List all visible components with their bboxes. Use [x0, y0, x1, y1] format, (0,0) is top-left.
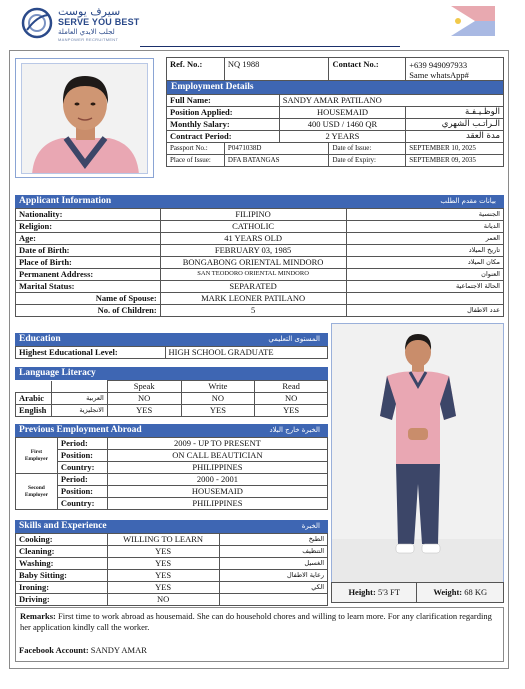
date-of-expiry-label: Date of Expiry: — [329, 155, 406, 167]
permanent-address-label: Permanent Address: — [16, 269, 161, 281]
second-period-label: Period: — [57, 474, 107, 486]
cooking-value: WILLING TO LEARN — [107, 534, 219, 546]
employment-details-header: Employment Details — [167, 81, 503, 94]
education-section — [15, 333, 328, 359]
applicant-information-table — [15, 208, 504, 317]
applicant-information-title-ar: بيانات مقدم الطلب — [440, 197, 496, 205]
first-country-value: PHILIPPINES — [107, 462, 327, 474]
date-of-birth-ar: تاريخ الميلاد — [346, 245, 504, 257]
second-period-value: 2000 - 2001 — [107, 474, 327, 486]
age-label: Age: — [16, 233, 161, 245]
first-position-value: ON CALL BEAUTICIAN — [107, 450, 327, 462]
marital-status-label: Marital Status: — [16, 281, 161, 293]
first-country-label: Country: — [57, 462, 107, 474]
marital-status-ar: الحالة الاجتماعية — [346, 281, 504, 293]
portrait-photo — [21, 63, 148, 174]
arabic-write: NO — [181, 393, 255, 405]
height-label: Height: — [348, 587, 376, 598]
second-position-value: HOUSEMAID — [107, 486, 327, 498]
weight-cell — [417, 583, 504, 603]
write-column-header: Write — [181, 381, 255, 393]
contract-period-ar: مدة العقد — [406, 131, 504, 143]
washing-ar: الغسيل — [219, 558, 328, 570]
religion-label: Religion: — [16, 221, 161, 233]
date-of-expiry-value: SEPTEMBER 09, 2035 — [406, 155, 504, 167]
washing-value: YES — [107, 558, 219, 570]
spouse-name-value: MARK LEONER PATILANO — [160, 293, 346, 305]
previous-employment-title: Previous Employment Abroad — [19, 425, 142, 435]
speak-column-header: Speak — [107, 381, 181, 393]
cooking-ar: الطبخ — [219, 534, 328, 546]
place-of-birth-ar: مكان الميلاد — [346, 257, 504, 269]
remarks-text: First time to work abroad as housemaid. She can do household chores and willing to learn more. For any clarification regarding her application kindly call the worker. — [20, 611, 492, 632]
children-count-ar: عدد الاطفال — [346, 305, 504, 317]
weight-label: Weight: — [433, 587, 463, 598]
passport-no-label: Passport No.: — [167, 143, 225, 155]
previous-employment-title-ar: الخبرة خارج البلاد — [269, 426, 320, 434]
second-employer-label: Second Employer — [16, 474, 58, 510]
monthly-salary-ar: الـراتـب الشهري — [406, 119, 504, 131]
skills-title-ar: الخبرة — [301, 522, 320, 530]
previous-employment-section — [15, 424, 328, 510]
spouse-name-ar — [346, 293, 504, 305]
applicant-information-header — [15, 195, 504, 208]
language-corner-cell-2 — [51, 381, 107, 393]
date-of-birth-label: Date of Birth: — [16, 245, 161, 257]
education-header — [15, 333, 328, 346]
second-country-value: PHILIPPINES — [107, 498, 327, 510]
baby-sitting-ar: رعاية الاطفال — [219, 570, 328, 582]
ironing-ar: الكي — [219, 582, 328, 594]
facebook-value: SANDY AMAR — [90, 645, 147, 655]
full-name-label: Full Name: — [167, 95, 280, 107]
second-position-label: Position: — [57, 486, 107, 498]
full-body-photo — [331, 323, 504, 603]
ironing-label: Ironing: — [16, 582, 108, 594]
driving-ar — [219, 594, 328, 606]
date-of-issue-value: SEPTEMBER 10, 2025 — [406, 143, 504, 155]
marital-status-value: SEPARATED — [160, 281, 346, 293]
applicant-information-title: Applicant Information — [19, 196, 112, 206]
nationality-label: Nationality: — [16, 209, 161, 221]
spouse-name-label: Name of Spouse: — [16, 293, 161, 305]
contact-no-value: +639 949097933 — [409, 60, 468, 70]
religion-ar: الديانة — [346, 221, 504, 233]
education-title: Education — [19, 334, 61, 344]
cleaning-label: Cleaning: — [16, 546, 108, 558]
previous-employment-table — [15, 437, 328, 510]
place-of-issue-value: DFA BATANGAS — [224, 155, 329, 167]
age-ar: العمر — [346, 233, 504, 245]
weight-value: 68 KG — [464, 587, 488, 598]
contract-period-value: 2 YEARS — [279, 131, 405, 143]
english-speak: YES — [107, 405, 181, 417]
children-count-label: No. of Children: — [16, 305, 161, 317]
second-country-label: Country: — [57, 498, 107, 510]
first-position-label: Position: — [57, 450, 107, 462]
english-write: YES — [181, 405, 255, 417]
cleaning-ar: التنظيف — [219, 546, 328, 558]
english-label-ar: الانجليزية — [51, 405, 107, 417]
position-applied-label: Position Applied: — [167, 107, 280, 119]
philippines-flag-icon — [451, 6, 495, 36]
read-column-header: Read — [255, 381, 328, 393]
place-of-birth-label: Place of Birth: — [16, 257, 161, 269]
contact-no-cell — [406, 58, 504, 81]
language-literacy-table — [15, 380, 328, 417]
skills-section — [15, 520, 328, 606]
physical-stats-table — [331, 582, 504, 603]
logo-subtitle-english: MANPOWER RECRUITMENT — [58, 37, 119, 42]
ref-no-label: Ref. No.: — [167, 58, 225, 81]
skills-table — [15, 533, 328, 606]
portrait-photo-frame — [15, 58, 154, 178]
date-of-birth-value: FEBRUARY 03, 1985 — [160, 245, 346, 257]
education-level-value: HIGH SCHOOL GRADUATE — [165, 347, 327, 359]
applicant-information-section — [15, 195, 504, 317]
english-read: YES — [255, 405, 328, 417]
arabic-speak: NO — [107, 393, 181, 405]
company-logo-icon — [21, 6, 53, 42]
contact-no-label: Contact No.: — [329, 58, 406, 81]
nationality-ar: الجنسية — [346, 209, 504, 221]
height-value: 5'3 FT — [377, 587, 401, 598]
ref-no-value: NQ 1988 — [224, 58, 329, 81]
remarks-label: Remarks: — [20, 611, 56, 621]
logo-text-arabic: سيرف يوست — [58, 5, 121, 18]
driving-value: NO — [107, 594, 219, 606]
logo-text-english: SERVE YOU BEST — [58, 17, 140, 27]
education-level-label: Highest Educational Level: — [16, 347, 166, 359]
position-applied-ar: الوظـيـفـة — [406, 107, 504, 119]
position-applied-value: HOUSEMAID — [279, 107, 405, 119]
monthly-salary-value: 400 USD / 1460 QR — [279, 119, 405, 131]
ironing-value: YES — [107, 582, 219, 594]
education-table — [15, 346, 328, 359]
page-header — [0, 0, 525, 50]
full-name-value: SANDY AMAR PATILANO — [279, 95, 503, 107]
english-label: English — [16, 405, 52, 417]
arabic-label-ar: العربية — [51, 393, 107, 405]
permanent-address-value: SAN TEODORO ORIENTAL MINDORO — [160, 269, 346, 281]
age-value: 41 YEARS OLD — [160, 233, 346, 245]
place-of-issue-label: Place of Issue: — [167, 155, 225, 167]
education-title-ar: المستوى التعليمي — [268, 335, 320, 343]
previous-employment-header — [15, 424, 328, 437]
baby-sitting-label: Baby Sitting: — [16, 570, 108, 582]
facebook-account — [19, 645, 147, 655]
date-of-issue-label: Date of Issue: — [329, 143, 406, 155]
logo-subtitle-arabic: لجلب الايدي العاملة — [58, 28, 115, 36]
height-cell — [332, 583, 417, 603]
religion-value: CATHOLIC — [160, 221, 346, 233]
reference-and-employment-table — [166, 57, 504, 167]
cooking-label: Cooking: — [16, 534, 108, 546]
nationality-value: FILIPINO — [160, 209, 346, 221]
contract-period-label: Contract Period: — [167, 131, 280, 143]
cleaning-value: YES — [107, 546, 219, 558]
contact-note: Same whatsApp# — [409, 70, 469, 80]
first-period-label: Period: — [57, 438, 107, 450]
permanent-address-ar: العنوان — [346, 269, 504, 281]
monthly-salary-label: Monthly Salary: — [167, 119, 280, 131]
baby-sitting-value: YES — [107, 570, 219, 582]
arabic-label: Arabic — [16, 393, 52, 405]
language-corner-cell — [16, 381, 52, 393]
washing-label: Washing: — [16, 558, 108, 570]
skills-title: Skills and Experience — [19, 521, 107, 531]
first-employer-label: First Employer — [16, 438, 58, 474]
header-rule — [140, 46, 400, 47]
skills-header — [15, 520, 328, 533]
arabic-read: NO — [255, 393, 328, 405]
place-of-birth-value: BONGABONG ORIENTAL MINDORO — [160, 257, 346, 269]
passport-no-value: P0471038D — [224, 143, 329, 155]
language-literacy-section — [15, 367, 328, 417]
facebook-label: Facebook Account: — [19, 645, 89, 655]
first-period-value: 2009 - UP TO PRESENT — [107, 438, 327, 450]
children-count-value: 5 — [160, 305, 346, 317]
driving-label: Driving: — [16, 594, 108, 606]
language-literacy-header: Language Literacy — [15, 367, 328, 380]
